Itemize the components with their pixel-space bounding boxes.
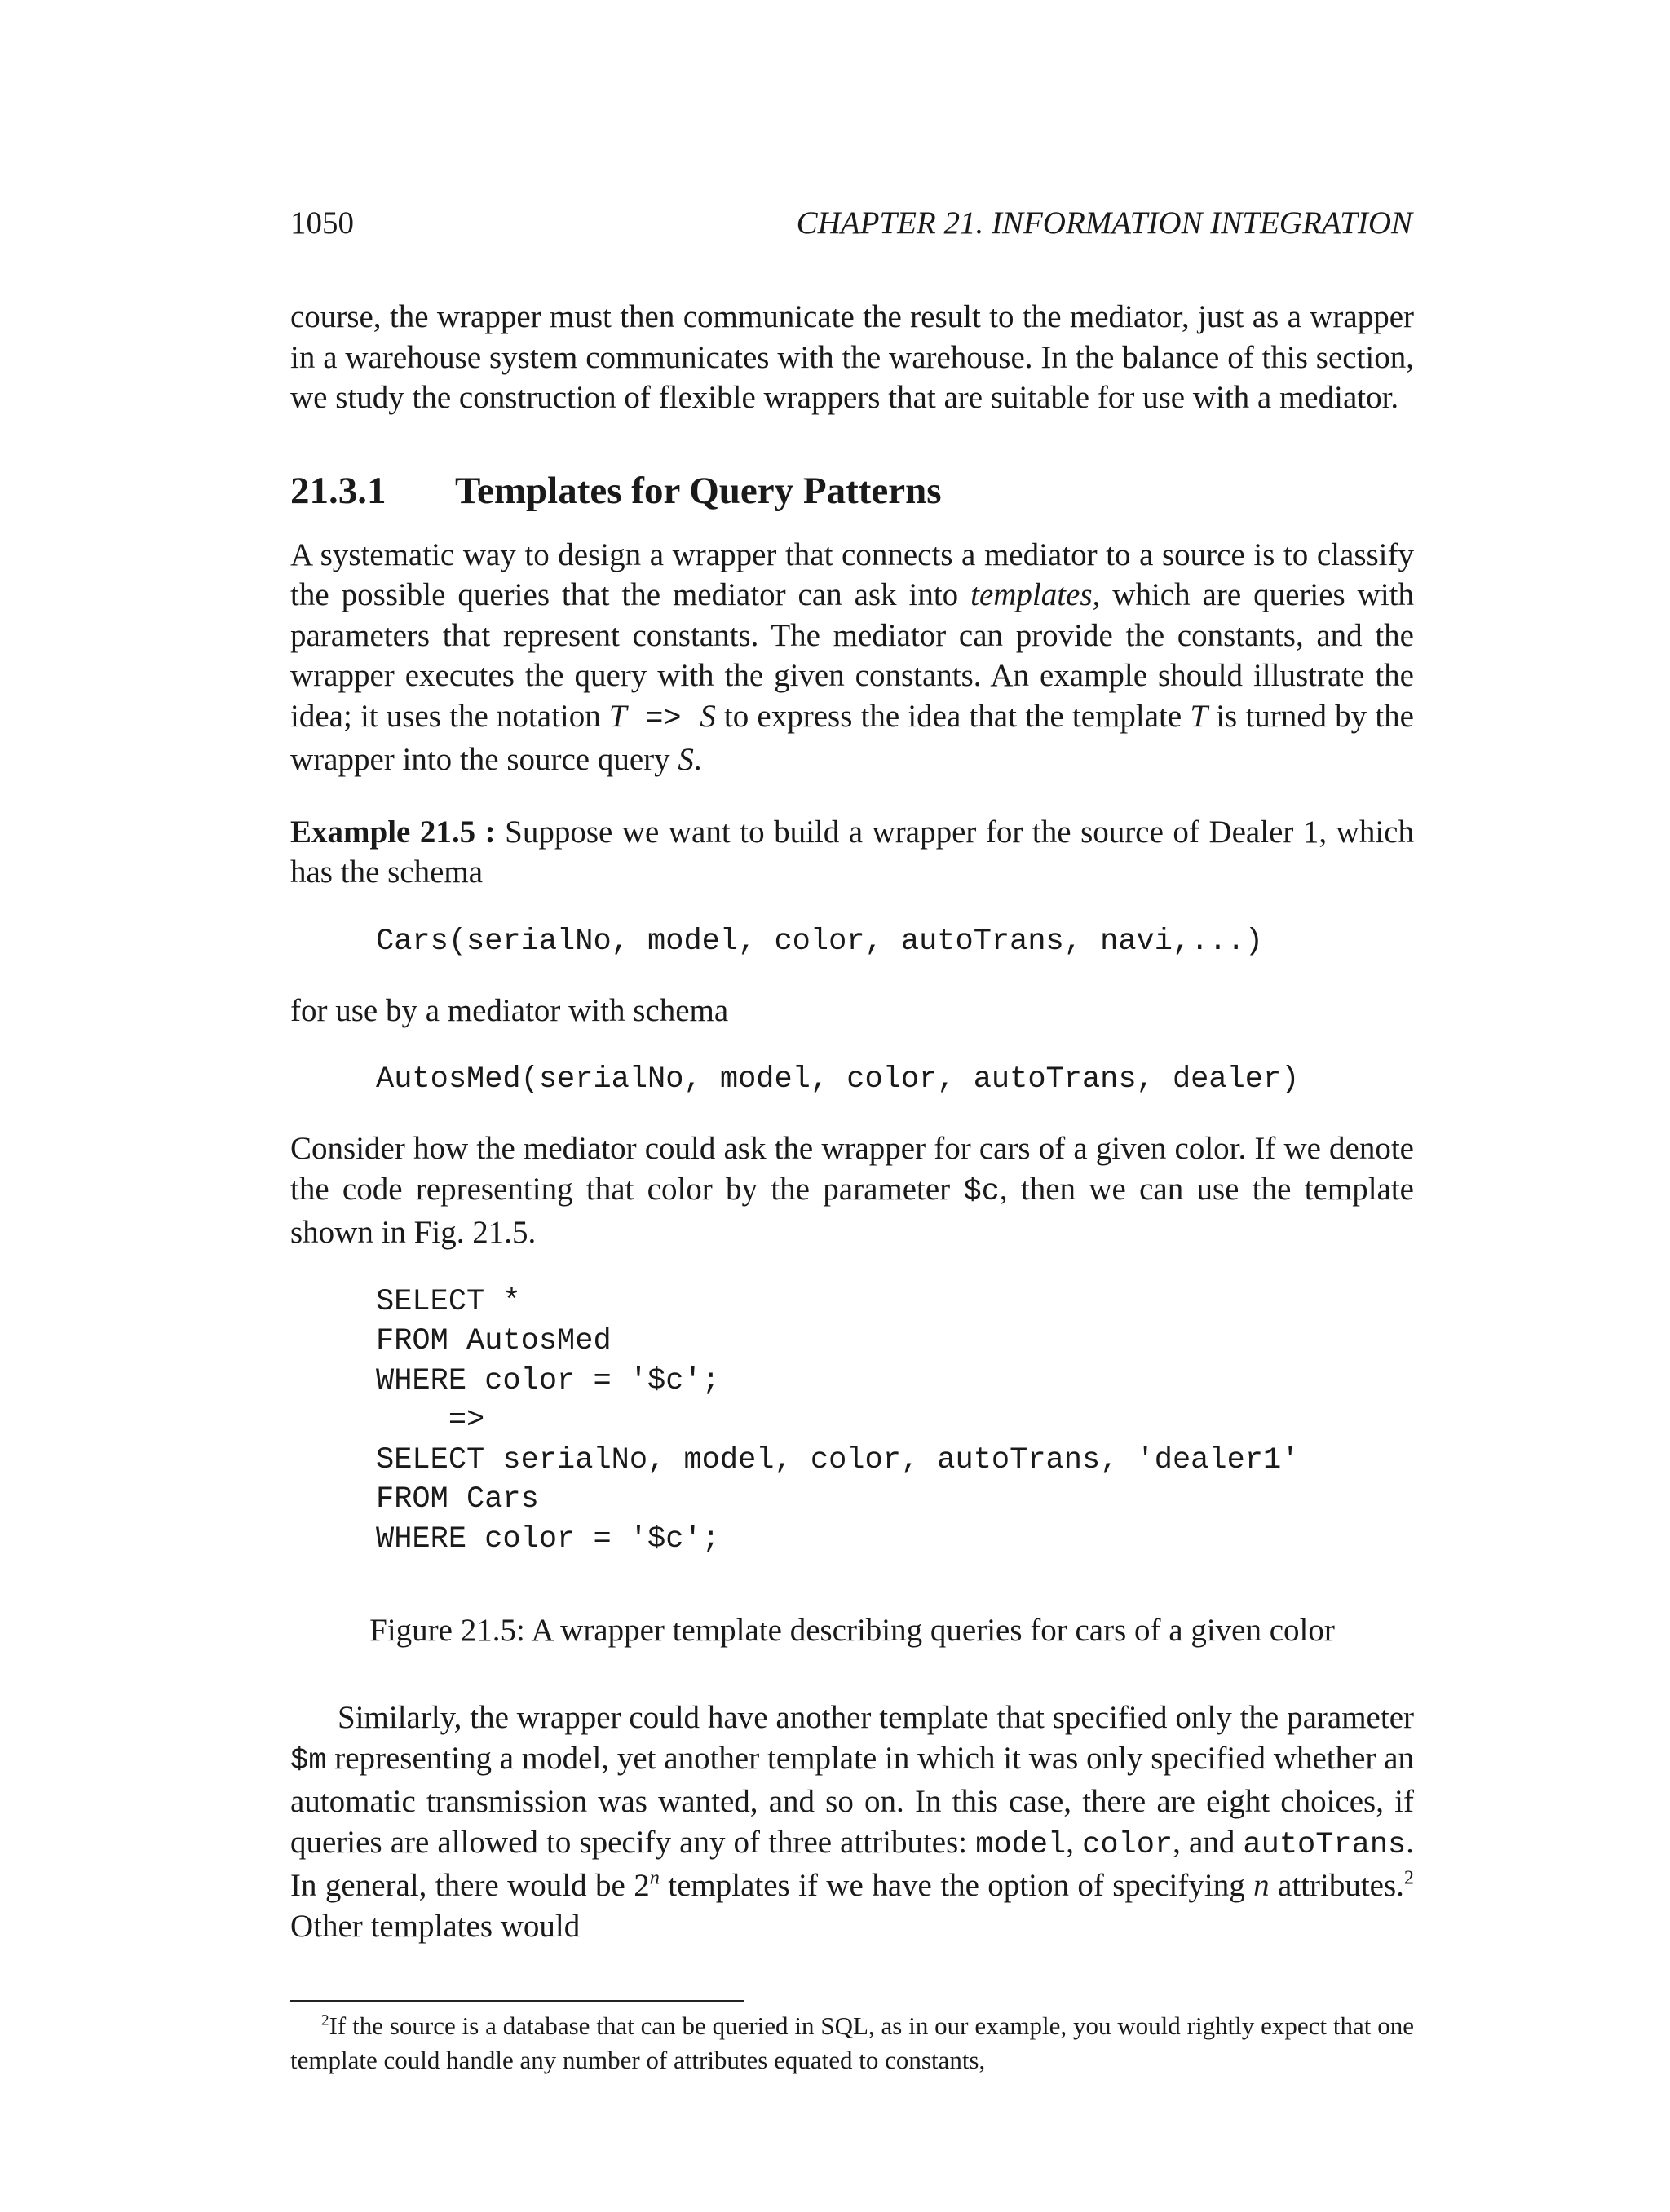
param-c: $c <box>963 1174 1000 1209</box>
example-label: Example 21.5 : <box>290 814 496 850</box>
footnote-text: If the source is a database that can be queried in SQL, as in our example, you would rightly expect that one template could handle any number of attributes equated to constants, <box>290 2011 1414 2074</box>
figure-caption: Figure 21.5: A wrapper template describing queries for cars of a given color <box>369 1613 1335 1648</box>
variable-t: T <box>608 698 627 734</box>
chapter-title: CHAPTER 21. INFORMATION INTEGRATION <box>796 205 1412 241</box>
term-templates: templates <box>970 577 1093 612</box>
text-run: representing a model, yet another template in which it was only specified whether an automatic transmission was wanted, and so on. In this case, there are eight choices, if queries are allowed to specify any of three attributes: <box>290 1740 1414 1860</box>
text-run: , and <box>1173 1824 1244 1860</box>
text-run: Similarly, the wrapper could have another template that specified only the parameter <box>338 1700 1414 1735</box>
text-run: to express the idea that the template <box>715 698 1191 734</box>
attr-autotrans: autoTrans <box>1243 1827 1407 1862</box>
text-run: templates if we have the option of specifying <box>659 1868 1254 1903</box>
variable-s: S <box>678 742 694 777</box>
schema-cars: Cars(serialNo, model, color, autoTrans, navi,...) <box>376 924 1263 959</box>
example-paragraph-2 <box>290 1128 1414 1253</box>
intro-paragraph: course, the wrapper must then communicate the result to the mediator, just as a wrapper in a warehouse system communicates with the warehouse. In the balance of this section, we study the construction of flexible wrappers that are suitable for use with a mediator. <box>290 299 1414 415</box>
variable-s: S <box>700 698 716 734</box>
footnote-rule <box>290 2000 744 2002</box>
footnote <box>290 2009 1414 2077</box>
text-run: A systematic way to design a wrapper that connects a mediator to a source is to classify the possible queries that the mediator can ask into <box>290 536 1414 612</box>
code-line: WHERE color = '$c'; <box>376 1363 720 1398</box>
page-number: 1050 <box>290 205 354 241</box>
example-text: for use by a mediator with schema <box>290 992 729 1028</box>
section-paragraph <box>290 535 1414 780</box>
footnote-ref[interactable]: 2 <box>1403 1866 1414 1889</box>
variable-t: T <box>1190 698 1208 734</box>
schema-autosmed: AutosMed(serialNo, model, color, autoTrans, dealer) <box>376 1062 1300 1097</box>
text-run: Suppose we want to build a wrapper for the source of Dealer 1, which has the schema <box>290 814 1414 890</box>
text-run: , then we can use the template shown in Fig. 21.5. <box>290 1171 1414 1250</box>
section-number: 21.3.1 <box>290 469 387 512</box>
text-run: attributes. <box>1269 1868 1404 1903</box>
text-run: is turned by the wrapper into the source query <box>290 698 1414 777</box>
code-line: FROM AutosMed <box>376 1324 612 1358</box>
exponent-n: n <box>649 1866 660 1889</box>
text-run: , which are queries with parameters that represent constants. The mediator can provide the constants, and the wrapper executes the query with the given constants. An example should illustrate the idea; it uses the notation <box>290 577 1414 734</box>
page-body <box>290 297 1414 1946</box>
variable-n: n <box>1253 1868 1270 1903</box>
code-line: SELECT * <box>376 1284 521 1319</box>
section-heading <box>290 466 1414 515</box>
text-run: , <box>1066 1824 1083 1860</box>
footnote-marker: 2 <box>321 2011 329 2029</box>
text-run: Other templates would <box>290 1908 581 1944</box>
text-run: Consider how the mediator could ask the wrapper for cars of a given color. If we denote the code representing that color by the parameter <box>290 1131 1414 1207</box>
section-title: Templates for Query Patterns <box>455 469 942 512</box>
param-m: $m <box>290 1743 327 1778</box>
text-run: . In general, there would be 2 <box>290 1824 1415 1903</box>
figure-code <box>376 1283 1414 1560</box>
code-line: SELECT serialNo, model, color, autoTrans, 'dealer1' <box>376 1442 1300 1477</box>
text-run: . <box>693 742 702 777</box>
closing-paragraph <box>290 1698 1414 1946</box>
code-line: => <box>376 1403 485 1437</box>
attr-model: model <box>975 1827 1067 1862</box>
code-line: FROM Cars <box>376 1482 539 1517</box>
attr-color: color <box>1082 1827 1173 1862</box>
code-line: WHERE color = '$c'; <box>376 1521 720 1556</box>
example-paragraph <box>290 812 1414 893</box>
arrow-notation: => <box>626 701 700 736</box>
